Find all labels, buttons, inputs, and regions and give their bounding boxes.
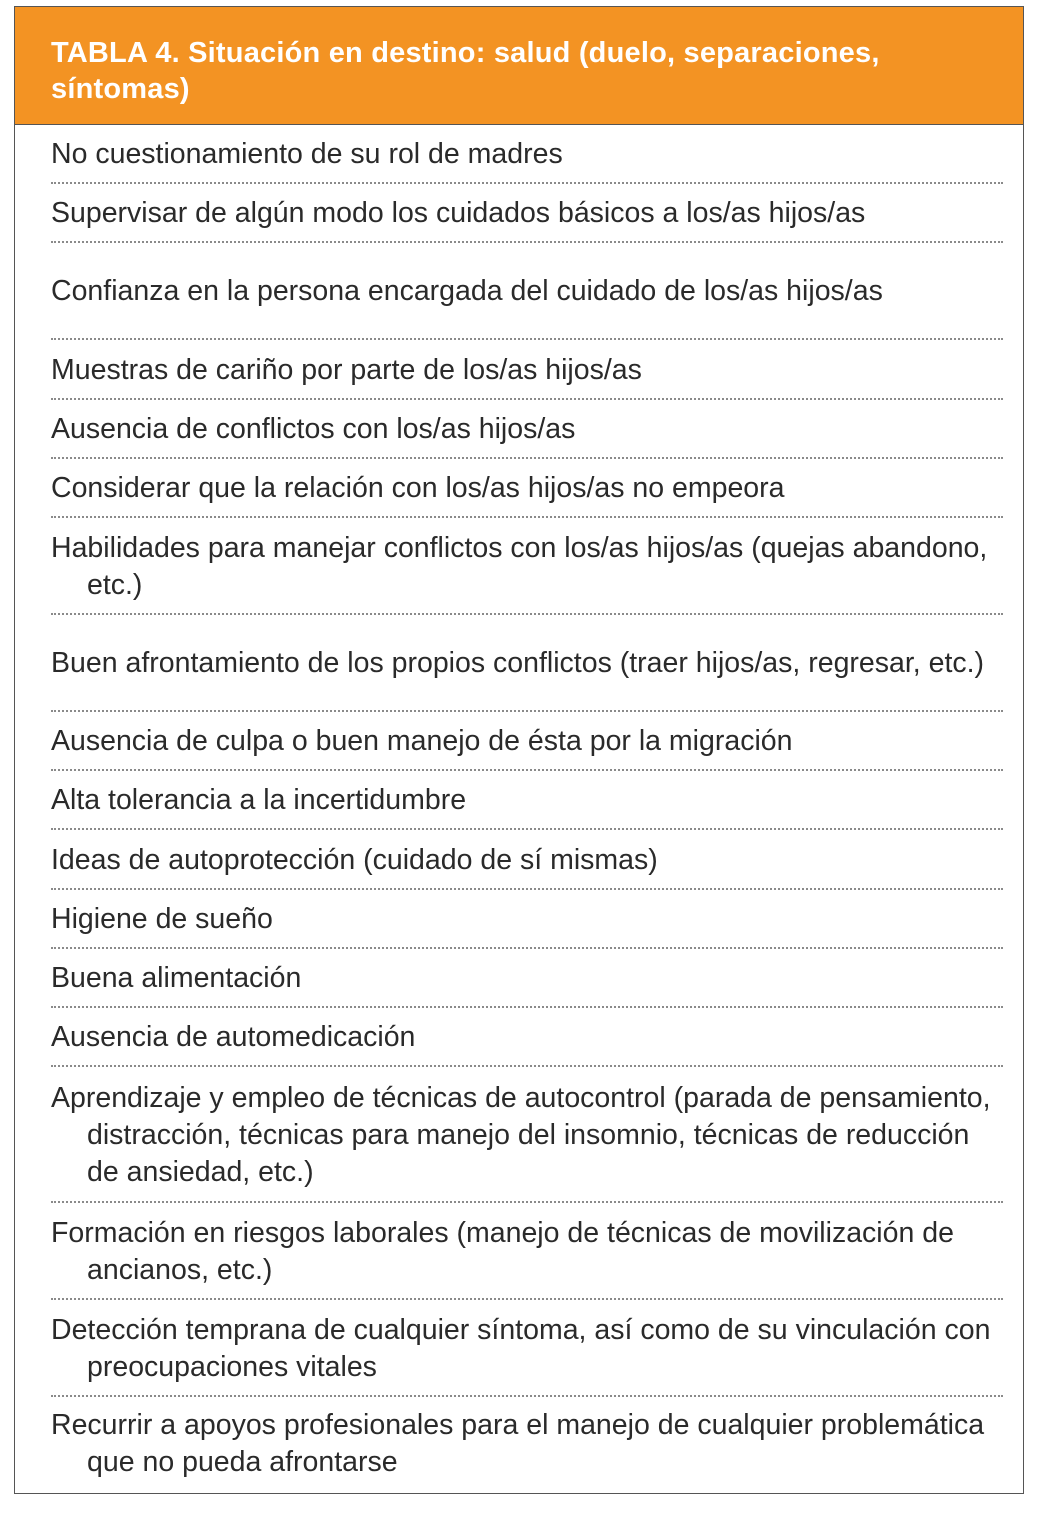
table-row: Ideas de autoprotección (cuidado de sí mismas) <box>51 830 1003 890</box>
table-row: Considerar que la relación con los/as hijos/as no empeora <box>51 459 1003 518</box>
table-row: Buen afrontamiento de los propios conflictos (traer hijos/as, regresar, etc.) <box>51 615 1003 712</box>
table-row: Higiene de sueño <box>51 890 1003 949</box>
table-row: Ausencia de conflictos con los/as hijos/as <box>51 400 1003 459</box>
table-row: No cuestionamiento de su rol de madres <box>51 125 1003 184</box>
table-row: Ausencia de culpa o buen manejo de ésta por la migración <box>51 712 1003 771</box>
table-row: Detección temprana de cualquier síntoma, así como de su vinculación con preocupaciones vitales <box>51 1300 1003 1397</box>
table-row: Buena alimentación <box>51 949 1003 1008</box>
table-row: Recurrir a apoyos profesionales para el manejo de cualquier problemática que no pueda afrontarse <box>51 1409 985 1478</box>
table-row: Habilidades para manejar conflictos con los/as hijos/as (quejas abandono, etc.) <box>51 518 1003 615</box>
table-row: Formación en riesgos laborales (manejo de técnicas de movilización de ancianos, etc.) <box>51 1203 1003 1300</box>
table-title: TABLA 4. Situación en destino: salud (duelo, separaciones, síntomas) <box>15 7 1023 125</box>
table-row: Aprendizaje y empleo de técnicas de autocontrol (parada de pensamiento, distracción, técnicas para manejo del insomnio, técnicas de reducción de ansiedad, etc.) <box>51 1067 1003 1203</box>
table-rows <box>15 125 1023 1489</box>
table-row: Supervisar de algún modo los cuidados básicos a los/as hijos/as <box>51 184 1003 243</box>
table-row: Confianza en la persona encargada del cuidado de los/as hijos/as <box>51 243 1003 340</box>
table-row: Muestras de cariño por parte de los/as hijos/as <box>51 340 1003 400</box>
table-row: Ausencia de automedicación <box>51 1008 1003 1067</box>
table-4 <box>14 6 1024 1494</box>
table-row: Alta tolerancia a la incertidumbre <box>51 771 1003 830</box>
